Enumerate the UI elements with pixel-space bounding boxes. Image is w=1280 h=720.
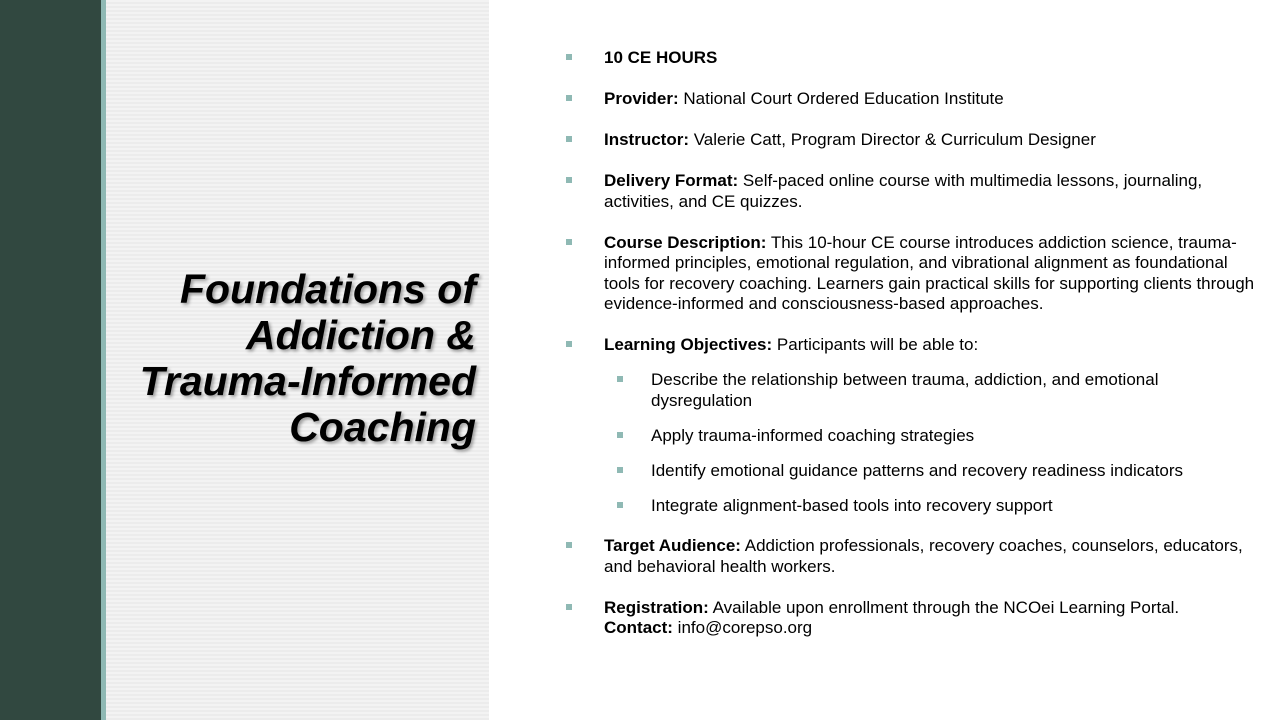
item-label: Learning Objectives: bbox=[604, 335, 773, 354]
bullet-icon bbox=[617, 376, 623, 382]
objectives-list bbox=[566, 370, 1256, 516]
list-item-registration bbox=[566, 598, 1256, 639]
bullet-icon bbox=[566, 542, 572, 548]
objective-text: Integrate alignment-based tools into recovery support bbox=[651, 495, 1053, 515]
list-item-target-audience bbox=[566, 536, 1256, 577]
left-dark-stripe bbox=[0, 0, 101, 720]
bullet-icon bbox=[566, 604, 572, 610]
bullet-icon bbox=[566, 54, 572, 60]
content-list bbox=[566, 48, 1256, 659]
list-item-course-description bbox=[566, 233, 1256, 315]
contact-label: Contact: bbox=[604, 618, 673, 637]
item-label: Target Audience: bbox=[604, 536, 741, 555]
list-item-learning-objectives bbox=[566, 335, 1256, 356]
item-text: This 10-hour CE course introduces addiction science, trauma-informed principles, emotional regulation, and vibrational alignment as foundational tools for recovery coaching. Learners gain practical skills for supporting clients through evidence-informed and consciousness-based approaches. bbox=[604, 232, 1255, 313]
contact-email[interactable]: info@corepso.org bbox=[672, 618, 813, 637]
item-text: Addiction professionals, recovery coaches, counselors, educators, and behavioral health workers. bbox=[604, 536, 1243, 576]
item-text: National Court Ordered Education Institute bbox=[678, 89, 1004, 108]
bullet-icon bbox=[566, 341, 572, 347]
item-text: Self-paced online course with multimedia lessons, journaling, activities, and CE quizzes. bbox=[604, 171, 1203, 211]
list-item-instructor bbox=[566, 130, 1256, 151]
objective-item bbox=[604, 370, 1256, 411]
bullet-icon bbox=[617, 502, 623, 508]
list-item-delivery-format bbox=[566, 171, 1256, 212]
objective-item bbox=[604, 426, 1256, 447]
list-item-provider bbox=[566, 89, 1256, 110]
item-label: 10 CE HOURS bbox=[604, 48, 718, 67]
item-label: Provider: bbox=[604, 89, 679, 108]
item-text: Available upon enrollment through the NCOei Learning Portal. bbox=[708, 597, 1180, 617]
item-label: Course Description: bbox=[604, 232, 767, 252]
item-label: Registration: bbox=[604, 597, 709, 617]
list-item-ce-hours bbox=[566, 48, 1256, 69]
contact-line bbox=[604, 618, 1256, 639]
bullet-icon bbox=[617, 467, 623, 473]
item-text: Valerie Catt, Program Director & Curriculum Designer bbox=[689, 130, 1096, 149]
objective-text: Identify emotional guidance patterns and recovery readiness indicators bbox=[651, 460, 1184, 480]
objective-text: Describe the relationship between trauma, addiction, and emotional dysregulation bbox=[651, 370, 1159, 410]
slide-title: Foundations of Addiction & Trauma-Informed Coaching bbox=[139, 266, 476, 450]
title-panel bbox=[106, 0, 489, 720]
bullet-icon bbox=[617, 432, 623, 438]
item-label: Instructor: bbox=[604, 130, 689, 149]
bullet-icon bbox=[566, 239, 572, 245]
objective-text: Apply trauma-informed coaching strategies bbox=[651, 425, 975, 445]
bullet-icon bbox=[566, 95, 572, 101]
objective-item bbox=[604, 496, 1256, 517]
item-text: Participants will be able to: bbox=[772, 335, 979, 354]
objective-item bbox=[604, 461, 1256, 482]
bullet-icon bbox=[566, 177, 572, 183]
bullet-icon bbox=[566, 136, 572, 142]
item-label: Delivery Format: bbox=[604, 171, 739, 190]
